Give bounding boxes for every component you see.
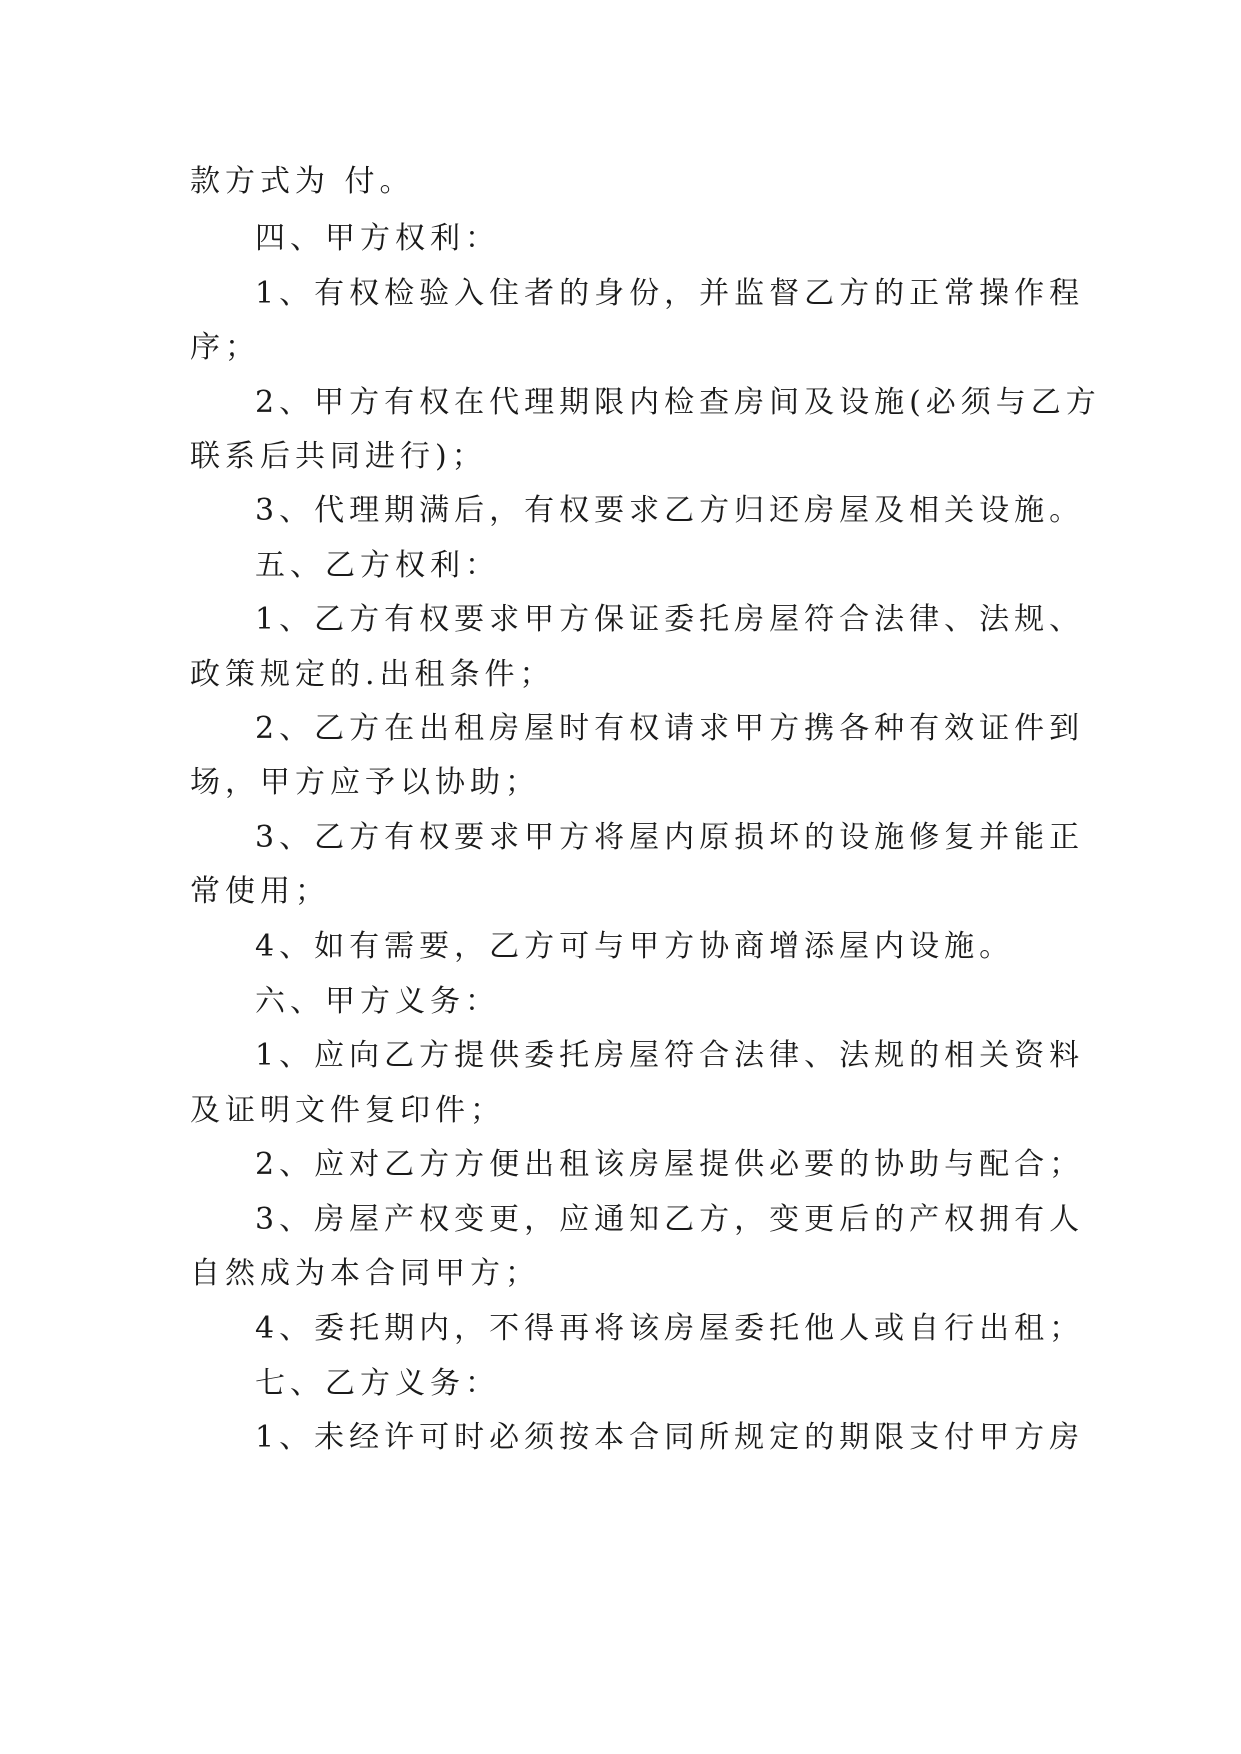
text-line: 序； xyxy=(190,330,260,365)
section-heading: 七、乙方义务： xyxy=(255,1366,500,1401)
text-line: 3、乙方有权要求甲方将屋内原损坏的设施修复并能正 xyxy=(255,820,1085,855)
text-line: 2、甲方有权在代理期限内检查房间及设施(必须与乙方 xyxy=(255,385,1101,420)
text-line: 4、如有需要，乙方可与甲方协商增添屋内设施。 xyxy=(255,929,1015,964)
text-line: 3、代理期满后，有权要求乙方归还房屋及相关设施。 xyxy=(255,493,1085,528)
text-line: 联系后共同进行)； xyxy=(190,439,487,474)
section-heading: 五、乙方权利： xyxy=(255,548,500,583)
text-line: 场，甲方应予以协助； xyxy=(190,765,540,800)
text-line: 3、房屋产权变更，应通知乙方，变更后的产权拥有人 xyxy=(255,1202,1085,1237)
section-heading: 四、甲方权利： xyxy=(255,221,500,256)
text-line: 2、应对乙方方便出租该房屋提供必要的协助与配合； xyxy=(255,1147,1085,1182)
text-line: 4、委托期内，不得再将该房屋委托他人或自行出租； xyxy=(255,1311,1085,1346)
text-line: 1、未经许可时必须按本合同所规定的期限支付甲方房 xyxy=(255,1420,1085,1455)
text-line: 1、应向乙方提供委托房屋符合法律、法规的相关资料 xyxy=(255,1038,1085,1073)
text-line: 1、乙方有权要求甲方保证委托房屋符合法律、法规、 xyxy=(255,602,1085,637)
text-line: 1、有权检验入住者的身份，并监督乙方的正常操作程 xyxy=(255,276,1085,311)
text-line: 及证明文件复印件； xyxy=(190,1093,505,1128)
text-line: 款方式为 付。 xyxy=(190,164,415,199)
text-line: 常使用； xyxy=(190,874,330,909)
text-line: 政策规定的.出租条件； xyxy=(190,657,555,692)
text-line: 自然成为本合同甲方； xyxy=(190,1256,540,1291)
section-heading: 六、甲方义务： xyxy=(255,984,500,1019)
text-line: 2、乙方在出租房屋时有权请求甲方携各种有效证件到 xyxy=(255,711,1085,746)
